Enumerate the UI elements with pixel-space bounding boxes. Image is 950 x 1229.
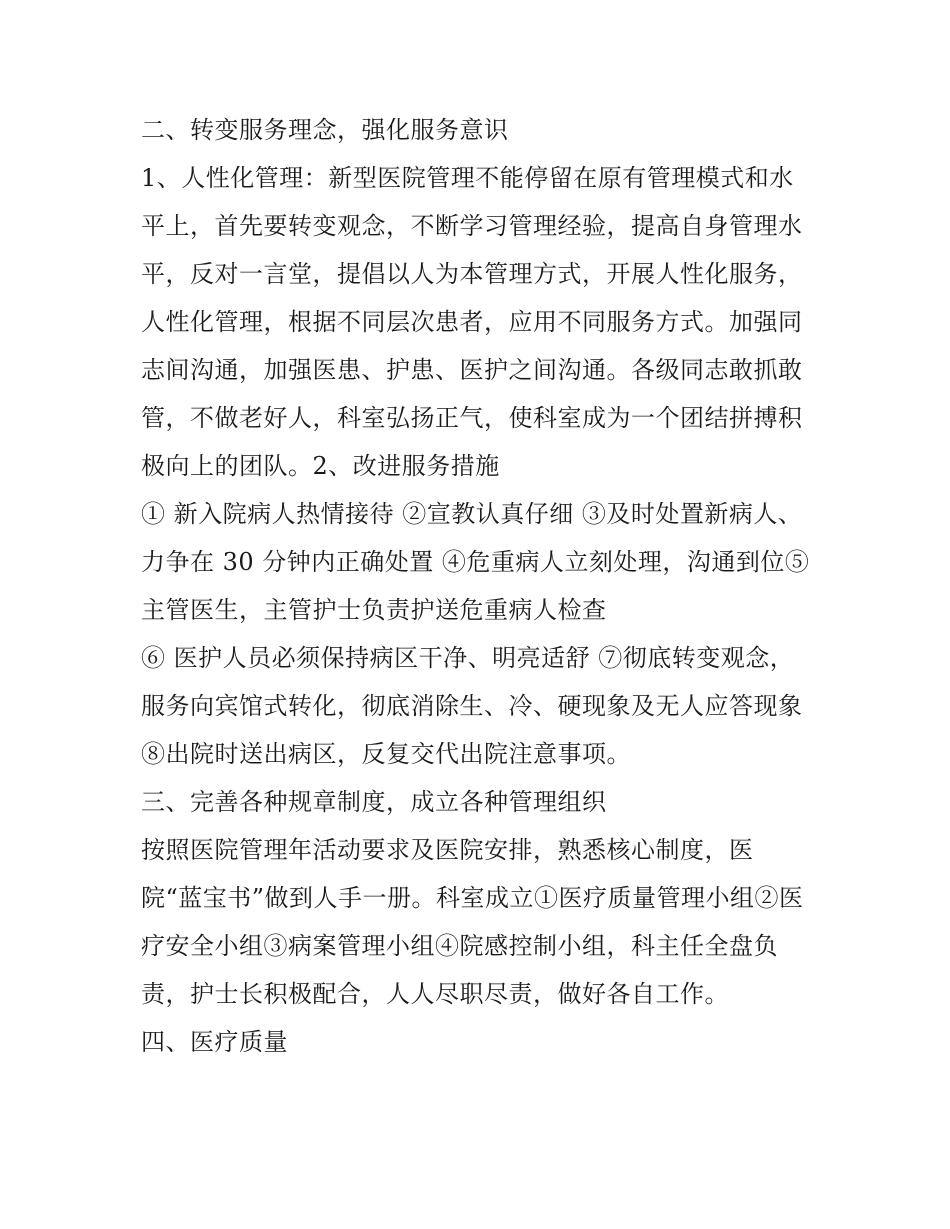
paragraph-line: ⑥ 医护人员必须保持病区干净、明亮适舒 ⑦彻底转变观念， xyxy=(141,644,795,672)
paragraph-line: 人性化管理，根据不同层次患者，应用不同服务方式。加强同 xyxy=(141,308,803,336)
paragraph-line: 平，反对一言堂，提倡以人为本管理方式，开展人性化服务， xyxy=(141,260,803,288)
paragraph-line: 责，护士长积极配合，人人尽职尽责，做好各自工作。 xyxy=(141,980,729,1008)
paragraph-line: 服务向宾馆式转化，彻底消除生、冷、硬现象及无人应答现象 xyxy=(141,692,803,720)
paragraph-line: 院“蓝宝书”做到人手一册。科室成立①医疗质量管理小组②医 xyxy=(141,884,804,912)
paragraph-line: ① 新入院病人热情接待 ②宣教认真仔细 ③及时处置新病人、 xyxy=(141,500,803,528)
paragraph-line: 按照医院管理年活动要求及医院安排，熟悉核心制度，医 xyxy=(141,836,754,864)
section-heading-3: 三、完善各种规章制度，成立各种管理组织 xyxy=(141,788,607,816)
paragraph-line: 1、人性化管理：新型医院管理不能停留在原有管理模式和水 xyxy=(141,164,794,192)
section-heading-2: 二、转变服务理念，强化服务意识 xyxy=(141,116,509,144)
paragraph-line: 极向上的团队。2、改进服务措施 xyxy=(141,452,500,480)
paragraph-line: 主管医生，主管护士负责护送危重病人检查 xyxy=(141,596,607,624)
document-body xyxy=(141,106,821,1066)
paragraph-line: 管，不做老好人，科室弘扬正气，使科室成为一个团结拼搏积 xyxy=(141,404,803,432)
section-heading-4: 四、医疗质量 xyxy=(141,1028,288,1056)
paragraph-line: 志间沟通，加强医患、护患、医护之间沟通。各级同志敢抓敢 xyxy=(141,356,803,384)
paragraph-line: ⑧出院时送出病区，反复交代出院注意事项。 xyxy=(141,740,631,768)
paragraph-line: 疗安全小组③病案管理小组④院感控制小组，科主任全盘负 xyxy=(141,932,778,960)
paragraph-line: 平上，首先要转变观念，不断学习管理经验，提高自身管理水 xyxy=(141,212,803,240)
paragraph-line: 力争在 30 分钟内正确处置 ④危重病人立刻处理，沟通到位⑤ xyxy=(141,548,810,576)
